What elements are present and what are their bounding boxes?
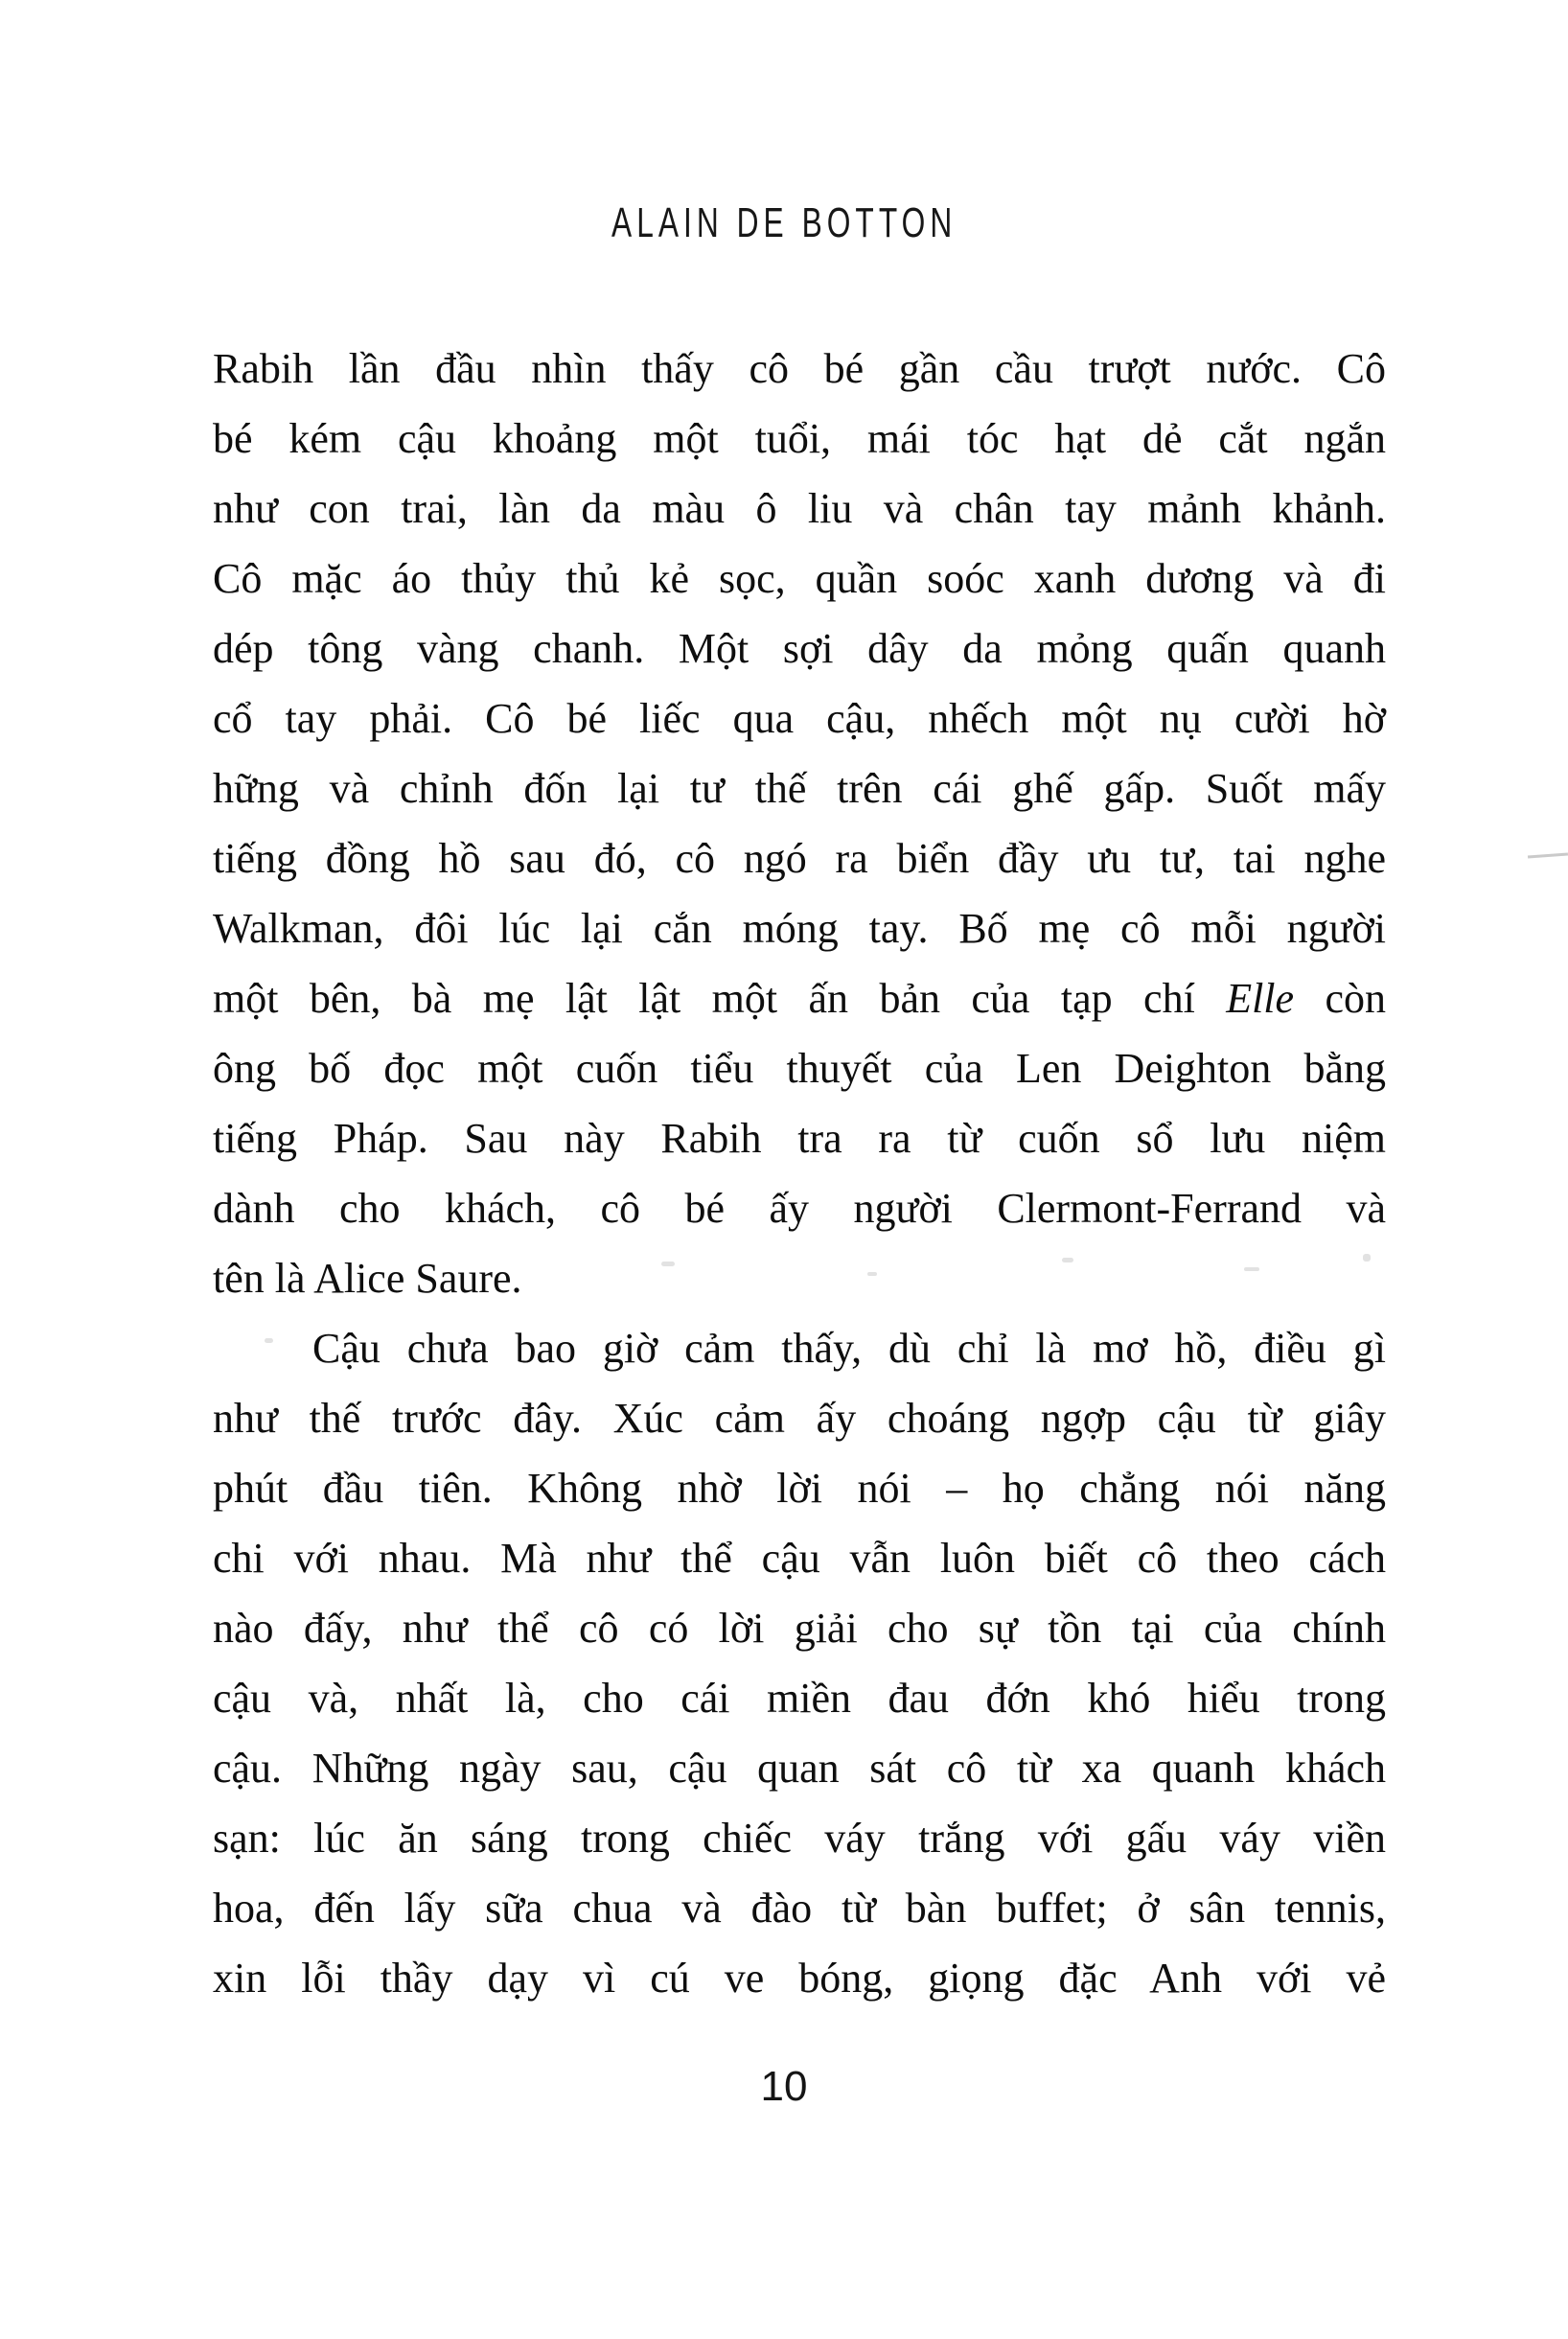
- paragraph-end-line: tên là Alice Saure.: [213, 1255, 522, 1302]
- text-line: Walkman, đôi lúc lại cắn móng tay. Bố mẹ cô mỗi người: [213, 905, 1386, 952]
- text-line-with-italic: [213, 963, 1386, 1033]
- text-line: chi với nhau. Mà như thể cậu vẫn luôn biết cô theo cách: [213, 1535, 1386, 1582]
- text-line: bé kém cậu khoảng một tuổi, mái tóc hạt dẻ cắt ngắn: [213, 415, 1386, 462]
- text-line: phút đầu tiên. Không nhờ lời nói – họ chẳng nói năng: [213, 1465, 1386, 1512]
- text-line: cậu. Những ngày sau, cậu quan sát cô từ xa quanh khách: [213, 1745, 1386, 1792]
- text-line: hững và chỉnh đốn lại tư thế trên cái ghế gấp. Suốt mấy: [213, 765, 1386, 812]
- text-line: ông bố đọc một cuốn tiểu thuyết của Len Deighton bằng: [213, 1045, 1386, 1092]
- paragraph-start-line: Cậu chưa bao giờ cảm thấy, dù chỉ là mơ hồ, điều gì: [312, 1325, 1386, 1372]
- text-line: tiếng Pháp. Sau này Rabih tra ra từ cuốn sổ lưu niệm: [213, 1115, 1386, 1162]
- text-segment: còn: [1294, 975, 1387, 1022]
- text-line: tiếng đồng hồ sau đó, cô ngó ra biển đầy ưu tư, tai nghe: [213, 835, 1386, 882]
- body-text-block: [213, 334, 1386, 2013]
- page-number: 10: [760, 2063, 808, 2110]
- running-header: [0, 199, 1568, 247]
- text-line: nào đấy, như thể cô có lời giải cho sự tồn tại của chính: [213, 1605, 1386, 1652]
- text-line: xin lỗi thầy dạy vì cú ve bóng, giọng đặc Anh với vẻ: [213, 1955, 1386, 2002]
- text-line: cậu và, nhất là, cho cái miền đau đớn khó hiểu trong: [213, 1675, 1386, 1722]
- text-line: cổ tay phải. Cô bé liếc qua cậu, nhếch một nụ cười hờ: [213, 695, 1386, 742]
- text-line: như thế trước đây. Xúc cảm ấy choáng ngợp cậu từ giây: [213, 1395, 1386, 1442]
- scan-artifact-edge-line: [1528, 853, 1568, 859]
- text-line: Cô mặc áo thủy thủ kẻ sọc, quần soóc xanh dương và đi: [213, 555, 1386, 602]
- text-line: dành cho khách, cô bé ấy người Clermont-Ferrand và: [213, 1185, 1386, 1232]
- text-line: Rabih lần đầu nhìn thấy cô bé gần cầu trượt nước. Cô: [213, 345, 1386, 392]
- author-name: ALAIN DE BOTTON: [611, 199, 957, 246]
- text-line: hoa, đến lấy sữa chua và đào từ bàn buffet; ở sân tennis,: [213, 1885, 1386, 1932]
- text-line: dép tông vàng chanh. Một sợi dây da mỏng quấn quanh: [213, 625, 1386, 672]
- text-segment: một bên, bà mẹ lật lật một ấn bản của tạp chí: [213, 975, 1227, 1022]
- magazine-title-italic: Elle: [1226, 975, 1295, 1022]
- text-line: sạn: lúc ăn sáng trong chiếc váy trắng với gấu váy viền: [213, 1815, 1386, 1862]
- text-line: như con trai, làn da màu ô liu và chân tay mảnh khảnh.: [213, 485, 1386, 532]
